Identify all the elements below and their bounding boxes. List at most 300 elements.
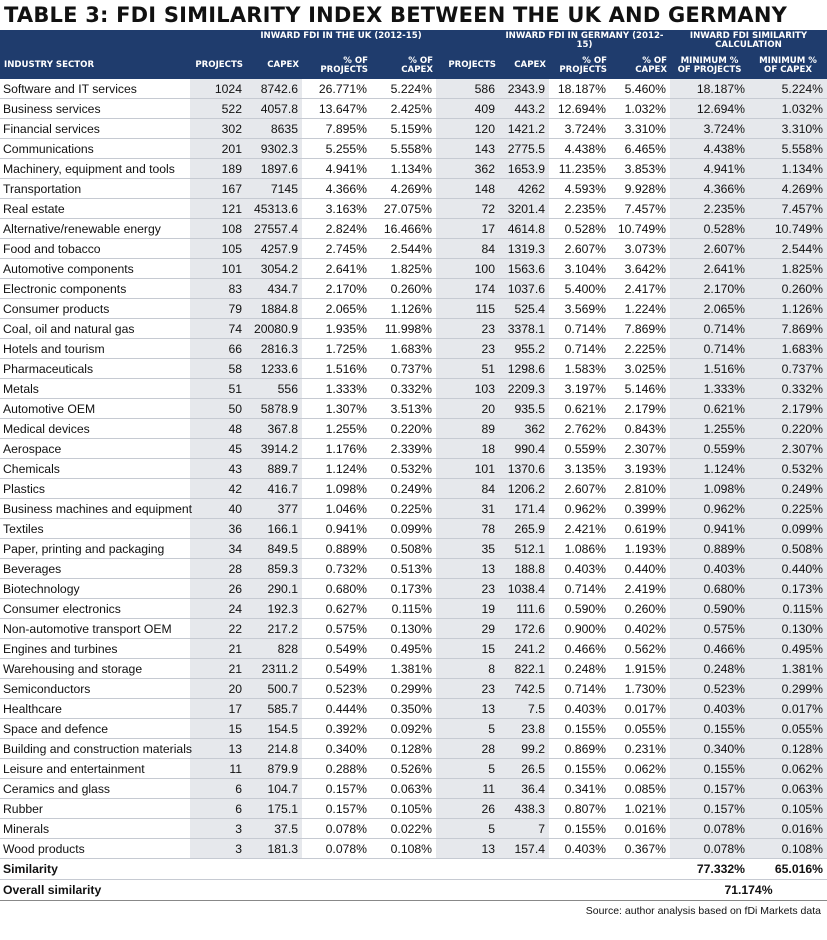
cell-uk-capex: 8742.6: [246, 79, 302, 99]
cell-min-pct-capex: 7.869%: [749, 319, 827, 339]
cell-uk-capex: 434.7: [246, 279, 302, 299]
cell-sector: Transportation: [0, 179, 190, 199]
group-header-uk: INWARD FDI IN THE UK (2012-15): [246, 30, 436, 52]
cell-min-pct-capex: 5.224%: [749, 79, 827, 99]
cell-min-pct-projects: 0.528%: [670, 219, 749, 239]
cell-uk-pct-projects: 2.065%: [302, 299, 371, 319]
cell-de-pct-capex: 0.016%: [610, 819, 670, 839]
table-row: [0, 739, 827, 759]
cell-de-projects: 5: [436, 759, 499, 779]
cell-sector: Healthcare: [0, 699, 190, 719]
cell-de-pct-projects: 0.155%: [549, 719, 610, 739]
cell-sector: Minerals: [0, 819, 190, 839]
cell-uk-pct-capex: 0.092%: [371, 719, 436, 739]
cell-min-pct-projects: 0.157%: [670, 779, 749, 799]
cell-uk-capex: 3914.2: [246, 439, 302, 459]
cell-min-pct-projects: 0.155%: [670, 759, 749, 779]
cell-uk-pct-capex: 0.532%: [371, 459, 436, 479]
cell-uk-pct-capex: 3.513%: [371, 399, 436, 419]
cell-uk-capex: 828: [246, 639, 302, 659]
cell-de-pct-projects: 0.528%: [549, 219, 610, 239]
cell-uk-capex: 879.9: [246, 759, 302, 779]
cell-de-pct-capex: 0.055%: [610, 719, 670, 739]
cell-uk-pct-projects: 0.732%: [302, 559, 371, 579]
cell-uk-pct-projects: 7.895%: [302, 119, 371, 139]
cell-sector: Financial services: [0, 119, 190, 139]
table-row: [0, 239, 827, 259]
cell-sector: Communications: [0, 139, 190, 159]
cell-de-pct-capex: 0.402%: [610, 619, 670, 639]
table-row: [0, 439, 827, 459]
cell-min-pct-projects: 0.559%: [670, 439, 749, 459]
cell-de-pct-projects: 2.607%: [549, 479, 610, 499]
cell-uk-projects: 20: [190, 679, 246, 699]
cell-de-capex: 1038.4: [499, 579, 549, 599]
cell-uk-projects: 51: [190, 379, 246, 399]
cell-de-pct-capex: 1.193%: [610, 539, 670, 559]
cell-min-pct-projects: 1.098%: [670, 479, 749, 499]
cell-de-pct-capex: 3.310%: [610, 119, 670, 139]
cell-de-projects: 51: [436, 359, 499, 379]
cell-uk-capex: 416.7: [246, 479, 302, 499]
table-row: [0, 299, 827, 319]
table-row: [0, 759, 827, 779]
col-header-uk-capex: CAPEX: [246, 52, 302, 79]
cell-uk-pct-projects: 0.078%: [302, 839, 371, 859]
cell-uk-capex: 37.5: [246, 819, 302, 839]
cell-min-pct-capex: 0.508%: [749, 539, 827, 559]
cell-uk-pct-projects: 1.255%: [302, 419, 371, 439]
cell-sector: Business machines and equipment: [0, 499, 190, 519]
cell-sector: Consumer products: [0, 299, 190, 319]
cell-uk-pct-projects: 4.366%: [302, 179, 371, 199]
table-row: [0, 699, 827, 719]
cell-sector: Electronic components: [0, 279, 190, 299]
cell-min-pct-capex: 0.532%: [749, 459, 827, 479]
cell-uk-capex: 1884.8: [246, 299, 302, 319]
cell-uk-capex: 217.2: [246, 619, 302, 639]
col-header-uk-pct-projects: % OF PROJECTS: [302, 52, 371, 79]
cell-de-pct-capex: 10.749%: [610, 219, 670, 239]
cell-uk-projects: 34: [190, 539, 246, 559]
cell-min-pct-capex: 0.332%: [749, 379, 827, 399]
cell-de-capex: 935.5: [499, 399, 549, 419]
cell-sector: Semiconductors: [0, 679, 190, 699]
cell-de-capex: 172.6: [499, 619, 549, 639]
cell-uk-projects: 40: [190, 499, 246, 519]
cell-uk-projects: 121: [190, 199, 246, 219]
cell-de-pct-capex: 0.260%: [610, 599, 670, 619]
cell-de-pct-projects: 2.762%: [549, 419, 610, 439]
cell-de-pct-capex: 1.915%: [610, 659, 670, 679]
cell-uk-capex: 4057.8: [246, 99, 302, 119]
similarity-min-projects: 77.332%: [670, 859, 749, 880]
cell-de-capex: 1653.9: [499, 159, 549, 179]
cell-de-pct-projects: 0.869%: [549, 739, 610, 759]
cell-de-projects: 13: [436, 699, 499, 719]
cell-uk-pct-capex: 11.998%: [371, 319, 436, 339]
cell-uk-capex: 849.5: [246, 539, 302, 559]
cell-de-pct-projects: 0.807%: [549, 799, 610, 819]
cell-min-pct-projects: 0.941%: [670, 519, 749, 539]
cell-min-pct-projects: 0.962%: [670, 499, 749, 519]
cell-min-pct-projects: 2.641%: [670, 259, 749, 279]
overall-similarity-value: 71.174%: [670, 880, 827, 901]
cell-de-projects: 100: [436, 259, 499, 279]
cell-uk-pct-capex: 2.425%: [371, 99, 436, 119]
cell-de-pct-capex: 0.399%: [610, 499, 670, 519]
cell-de-projects: 18: [436, 439, 499, 459]
cell-sector: Ceramics and glass: [0, 779, 190, 799]
table-row: [0, 279, 827, 299]
cell-uk-capex: 3054.2: [246, 259, 302, 279]
cell-de-pct-capex: 5.146%: [610, 379, 670, 399]
cell-de-projects: 89: [436, 419, 499, 439]
cell-uk-pct-projects: 1.725%: [302, 339, 371, 359]
cell-de-pct-capex: 2.225%: [610, 339, 670, 359]
cell-min-pct-capex: 7.457%: [749, 199, 827, 219]
cell-sector: Alternative/renewable energy: [0, 219, 190, 239]
table-row: [0, 259, 827, 279]
cell-de-pct-projects: 0.714%: [549, 579, 610, 599]
cell-de-pct-projects: 2.235%: [549, 199, 610, 219]
cell-de-pct-capex: 2.419%: [610, 579, 670, 599]
cell-min-pct-capex: 0.099%: [749, 519, 827, 539]
cell-uk-capex: 859.3: [246, 559, 302, 579]
table-title: TABLE 3: FDI SIMILARITY INDEX BETWEEN THE UK AND GERMANY: [4, 3, 788, 27]
table-body: [0, 79, 827, 859]
cell-min-pct-projects: 2.065%: [670, 299, 749, 319]
table-row: [0, 659, 827, 679]
cell-min-pct-projects: 0.403%: [670, 559, 749, 579]
cell-sector: Metals: [0, 379, 190, 399]
table-row: [0, 79, 827, 99]
cell-de-projects: 409: [436, 99, 499, 119]
cell-uk-projects: 50: [190, 399, 246, 419]
cell-de-capex: 4262: [499, 179, 549, 199]
cell-min-pct-projects: 2.170%: [670, 279, 749, 299]
cell-uk-capex: 9302.3: [246, 139, 302, 159]
cell-sector: Aerospace: [0, 439, 190, 459]
similarity-row: [0, 859, 827, 880]
cell-min-pct-projects: 0.248%: [670, 659, 749, 679]
cell-de-capex: 512.1: [499, 539, 549, 559]
cell-de-projects: 31: [436, 499, 499, 519]
cell-uk-capex: 367.8: [246, 419, 302, 439]
cell-uk-projects: 3: [190, 839, 246, 859]
cell-sector: Biotechnology: [0, 579, 190, 599]
cell-uk-pct-capex: 0.260%: [371, 279, 436, 299]
cell-de-capex: 7: [499, 819, 549, 839]
table-row: [0, 219, 827, 239]
cell-uk-pct-projects: 0.078%: [302, 819, 371, 839]
table-row: [0, 599, 827, 619]
cell-min-pct-capex: 0.016%: [749, 819, 827, 839]
cell-min-pct-projects: 0.523%: [670, 679, 749, 699]
cell-uk-projects: 6: [190, 779, 246, 799]
table-row: [0, 339, 827, 359]
cell-uk-capex: 166.1: [246, 519, 302, 539]
source-note: Source: author analysis based on fDi Markets data: [585, 905, 821, 917]
cell-de-projects: 29: [436, 619, 499, 639]
cell-uk-projects: 21: [190, 639, 246, 659]
cell-de-pct-projects: 3.104%: [549, 259, 610, 279]
cell-de-pct-capex: 6.465%: [610, 139, 670, 159]
cell-de-capex: 438.3: [499, 799, 549, 819]
cell-de-pct-capex: 2.417%: [610, 279, 670, 299]
col-header-min-projects: MINIMUM % OF PROJECTS: [670, 52, 749, 79]
cell-sector: Machinery, equipment and tools: [0, 159, 190, 179]
cell-uk-projects: 74: [190, 319, 246, 339]
table-row: [0, 159, 827, 179]
cell-uk-capex: 2816.3: [246, 339, 302, 359]
cell-min-pct-projects: 12.694%: [670, 99, 749, 119]
cell-min-pct-capex: 0.737%: [749, 359, 827, 379]
cell-de-projects: 101: [436, 459, 499, 479]
col-header-de-projects: PROJECTS: [436, 52, 499, 79]
cell-de-projects: 23: [436, 579, 499, 599]
cell-de-capex: 111.6: [499, 599, 549, 619]
overall-similarity-label: Overall similarity: [0, 880, 190, 901]
cell-de-pct-projects: 0.403%: [549, 559, 610, 579]
cell-de-projects: 26: [436, 799, 499, 819]
table-row: [0, 619, 827, 639]
cell-min-pct-projects: 0.590%: [670, 599, 749, 619]
cell-uk-pct-capex: 5.159%: [371, 119, 436, 139]
cell-min-pct-capex: 0.249%: [749, 479, 827, 499]
cell-de-pct-capex: 3.193%: [610, 459, 670, 479]
cell-uk-capex: 45313.6: [246, 199, 302, 219]
cell-de-pct-capex: 7.869%: [610, 319, 670, 339]
cell-uk-projects: 21: [190, 659, 246, 679]
cell-de-projects: 143: [436, 139, 499, 159]
cell-uk-pct-projects: 1.176%: [302, 439, 371, 459]
cell-de-capex: 1206.2: [499, 479, 549, 499]
cell-uk-projects: 42: [190, 479, 246, 499]
table-row: [0, 819, 827, 839]
table-row: [0, 799, 827, 819]
cell-de-projects: 19: [436, 599, 499, 619]
cell-de-pct-capex: 3.073%: [610, 239, 670, 259]
cell-min-pct-capex: 0.440%: [749, 559, 827, 579]
cell-uk-pct-capex: 27.075%: [371, 199, 436, 219]
cell-uk-pct-projects: 0.627%: [302, 599, 371, 619]
cell-de-capex: 2343.9: [499, 79, 549, 99]
cell-min-pct-capex: 10.749%: [749, 219, 827, 239]
cell-de-projects: 84: [436, 479, 499, 499]
cell-sector: Chemicals: [0, 459, 190, 479]
cell-de-pct-projects: 1.086%: [549, 539, 610, 559]
cell-uk-capex: 377: [246, 499, 302, 519]
cell-uk-projects: 28: [190, 559, 246, 579]
cell-uk-pct-projects: 0.575%: [302, 619, 371, 639]
table-row: [0, 679, 827, 699]
cell-min-pct-capex: 0.225%: [749, 499, 827, 519]
cell-uk-projects: 1024: [190, 79, 246, 99]
cell-de-pct-projects: 1.583%: [549, 359, 610, 379]
cell-de-pct-projects: 0.403%: [549, 839, 610, 859]
cell-de-capex: 2775.5: [499, 139, 549, 159]
cell-de-projects: 72: [436, 199, 499, 219]
cell-min-pct-capex: 1.126%: [749, 299, 827, 319]
cell-de-pct-projects: 0.403%: [549, 699, 610, 719]
cell-uk-projects: 45: [190, 439, 246, 459]
cell-min-pct-projects: 0.157%: [670, 799, 749, 819]
group-header-calculation: INWARD FDI SIMILARITY CALCULATION: [670, 30, 827, 52]
cell-uk-projects: 189: [190, 159, 246, 179]
cell-sector: Rubber: [0, 799, 190, 819]
cell-de-projects: 103: [436, 379, 499, 399]
cell-min-pct-capex: 1.825%: [749, 259, 827, 279]
cell-de-capex: 265.9: [499, 519, 549, 539]
cell-sector: Beverages: [0, 559, 190, 579]
cell-uk-pct-projects: 1.516%: [302, 359, 371, 379]
cell-de-projects: 28: [436, 739, 499, 759]
cell-uk-projects: 201: [190, 139, 246, 159]
cell-de-pct-projects: 5.400%: [549, 279, 610, 299]
cell-uk-capex: 4257.9: [246, 239, 302, 259]
cell-de-capex: 157.4: [499, 839, 549, 859]
cell-uk-projects: 11: [190, 759, 246, 779]
cell-uk-projects: 36: [190, 519, 246, 539]
table-row: [0, 839, 827, 859]
cell-de-projects: 20: [436, 399, 499, 419]
cell-min-pct-capex: 4.269%: [749, 179, 827, 199]
cell-sector: Medical devices: [0, 419, 190, 439]
table-row: [0, 119, 827, 139]
fdi-similarity-table: [0, 30, 827, 901]
cell-min-pct-capex: 0.063%: [749, 779, 827, 799]
cell-min-pct-projects: 1.516%: [670, 359, 749, 379]
cell-de-projects: 84: [436, 239, 499, 259]
cell-sector: Automotive OEM: [0, 399, 190, 419]
cell-min-pct-projects: 0.466%: [670, 639, 749, 659]
cell-min-pct-capex: 0.108%: [749, 839, 827, 859]
cell-uk-pct-capex: 0.063%: [371, 779, 436, 799]
cell-min-pct-projects: 0.575%: [670, 619, 749, 639]
cell-sector: Hotels and tourism: [0, 339, 190, 359]
cell-de-capex: 1298.6: [499, 359, 549, 379]
cell-uk-capex: 500.7: [246, 679, 302, 699]
cell-uk-pct-capex: 5.224%: [371, 79, 436, 99]
cell-uk-pct-capex: 16.466%: [371, 219, 436, 239]
cell-de-pct-projects: 0.466%: [549, 639, 610, 659]
cell-uk-capex: 1897.6: [246, 159, 302, 179]
cell-de-pct-projects: 0.155%: [549, 819, 610, 839]
cell-uk-pct-capex: 0.225%: [371, 499, 436, 519]
cell-uk-pct-projects: 13.647%: [302, 99, 371, 119]
cell-uk-projects: 302: [190, 119, 246, 139]
cell-uk-projects: 43: [190, 459, 246, 479]
cell-uk-pct-capex: 0.526%: [371, 759, 436, 779]
cell-min-pct-capex: 0.495%: [749, 639, 827, 659]
cell-min-pct-capex: 0.062%: [749, 759, 827, 779]
cell-uk-pct-capex: 0.737%: [371, 359, 436, 379]
cell-de-projects: 174: [436, 279, 499, 299]
cell-de-capex: 188.8: [499, 559, 549, 579]
cell-uk-pct-capex: 0.022%: [371, 819, 436, 839]
similarity-label: Similarity: [0, 859, 190, 880]
cell-de-pct-projects: 12.694%: [549, 99, 610, 119]
cell-sector: Engines and turbines: [0, 639, 190, 659]
cell-uk-projects: 167: [190, 179, 246, 199]
cell-de-pct-projects: 0.714%: [549, 339, 610, 359]
cell-sector: Paper, printing and packaging: [0, 539, 190, 559]
cell-uk-pct-projects: 0.444%: [302, 699, 371, 719]
table-row: [0, 199, 827, 219]
cell-uk-pct-projects: 0.392%: [302, 719, 371, 739]
cell-de-projects: 8: [436, 659, 499, 679]
cell-de-projects: 23: [436, 679, 499, 699]
cell-uk-projects: 522: [190, 99, 246, 119]
cell-uk-pct-projects: 0.340%: [302, 739, 371, 759]
cell-min-pct-projects: 0.340%: [670, 739, 749, 759]
cell-uk-capex: 181.3: [246, 839, 302, 859]
cell-de-capex: 171.4: [499, 499, 549, 519]
cell-uk-pct-projects: 26.771%: [302, 79, 371, 99]
cell-uk-projects: 79: [190, 299, 246, 319]
cell-de-pct-capex: 0.231%: [610, 739, 670, 759]
cell-uk-pct-capex: 0.173%: [371, 579, 436, 599]
cell-uk-projects: 15: [190, 719, 246, 739]
cell-min-pct-capex: 0.017%: [749, 699, 827, 719]
group-header-blank: [190, 30, 246, 52]
cell-sector: Warehousing and storage: [0, 659, 190, 679]
cell-uk-pct-capex: 2.544%: [371, 239, 436, 259]
cell-de-pct-projects: 0.714%: [549, 679, 610, 699]
cell-de-pct-projects: 0.590%: [549, 599, 610, 619]
cell-sector: Coal, oil and natural gas: [0, 319, 190, 339]
cell-de-capex: 822.1: [499, 659, 549, 679]
cell-sector: Food and tobacco: [0, 239, 190, 259]
table-row: [0, 459, 827, 479]
cell-de-capex: 362: [499, 419, 549, 439]
cell-de-pct-capex: 0.619%: [610, 519, 670, 539]
cell-uk-pct-capex: 0.099%: [371, 519, 436, 539]
cell-min-pct-projects: 2.607%: [670, 239, 749, 259]
cell-uk-projects: 26: [190, 579, 246, 599]
cell-de-projects: 23: [436, 339, 499, 359]
cell-min-pct-capex: 0.260%: [749, 279, 827, 299]
cell-uk-capex: 5878.9: [246, 399, 302, 419]
cell-de-projects: 148: [436, 179, 499, 199]
cell-de-pct-projects: 0.962%: [549, 499, 610, 519]
table-row: [0, 499, 827, 519]
similarity-min-capex: 65.016%: [749, 859, 827, 880]
cell-uk-projects: 17: [190, 699, 246, 719]
cell-min-pct-projects: 0.403%: [670, 699, 749, 719]
cell-de-capex: 7.5: [499, 699, 549, 719]
cell-uk-projects: 13: [190, 739, 246, 759]
cell-de-projects: 5: [436, 719, 499, 739]
cell-uk-capex: 104.7: [246, 779, 302, 799]
cell-min-pct-capex: 1.683%: [749, 339, 827, 359]
cell-de-pct-projects: 2.421%: [549, 519, 610, 539]
cell-de-capex: 1563.6: [499, 259, 549, 279]
cell-sector: Pharmaceuticals: [0, 359, 190, 379]
cell-uk-pct-projects: 0.549%: [302, 659, 371, 679]
cell-de-pct-capex: 2.307%: [610, 439, 670, 459]
cell-min-pct-capex: 3.310%: [749, 119, 827, 139]
cell-uk-pct-projects: 2.745%: [302, 239, 371, 259]
cell-de-capex: 443.2: [499, 99, 549, 119]
cell-de-projects: 13: [436, 839, 499, 859]
cell-uk-pct-capex: 2.339%: [371, 439, 436, 459]
cell-de-capex: 2209.3: [499, 379, 549, 399]
cell-uk-capex: 2311.2: [246, 659, 302, 679]
cell-de-projects: 586: [436, 79, 499, 99]
cell-uk-capex: 556: [246, 379, 302, 399]
